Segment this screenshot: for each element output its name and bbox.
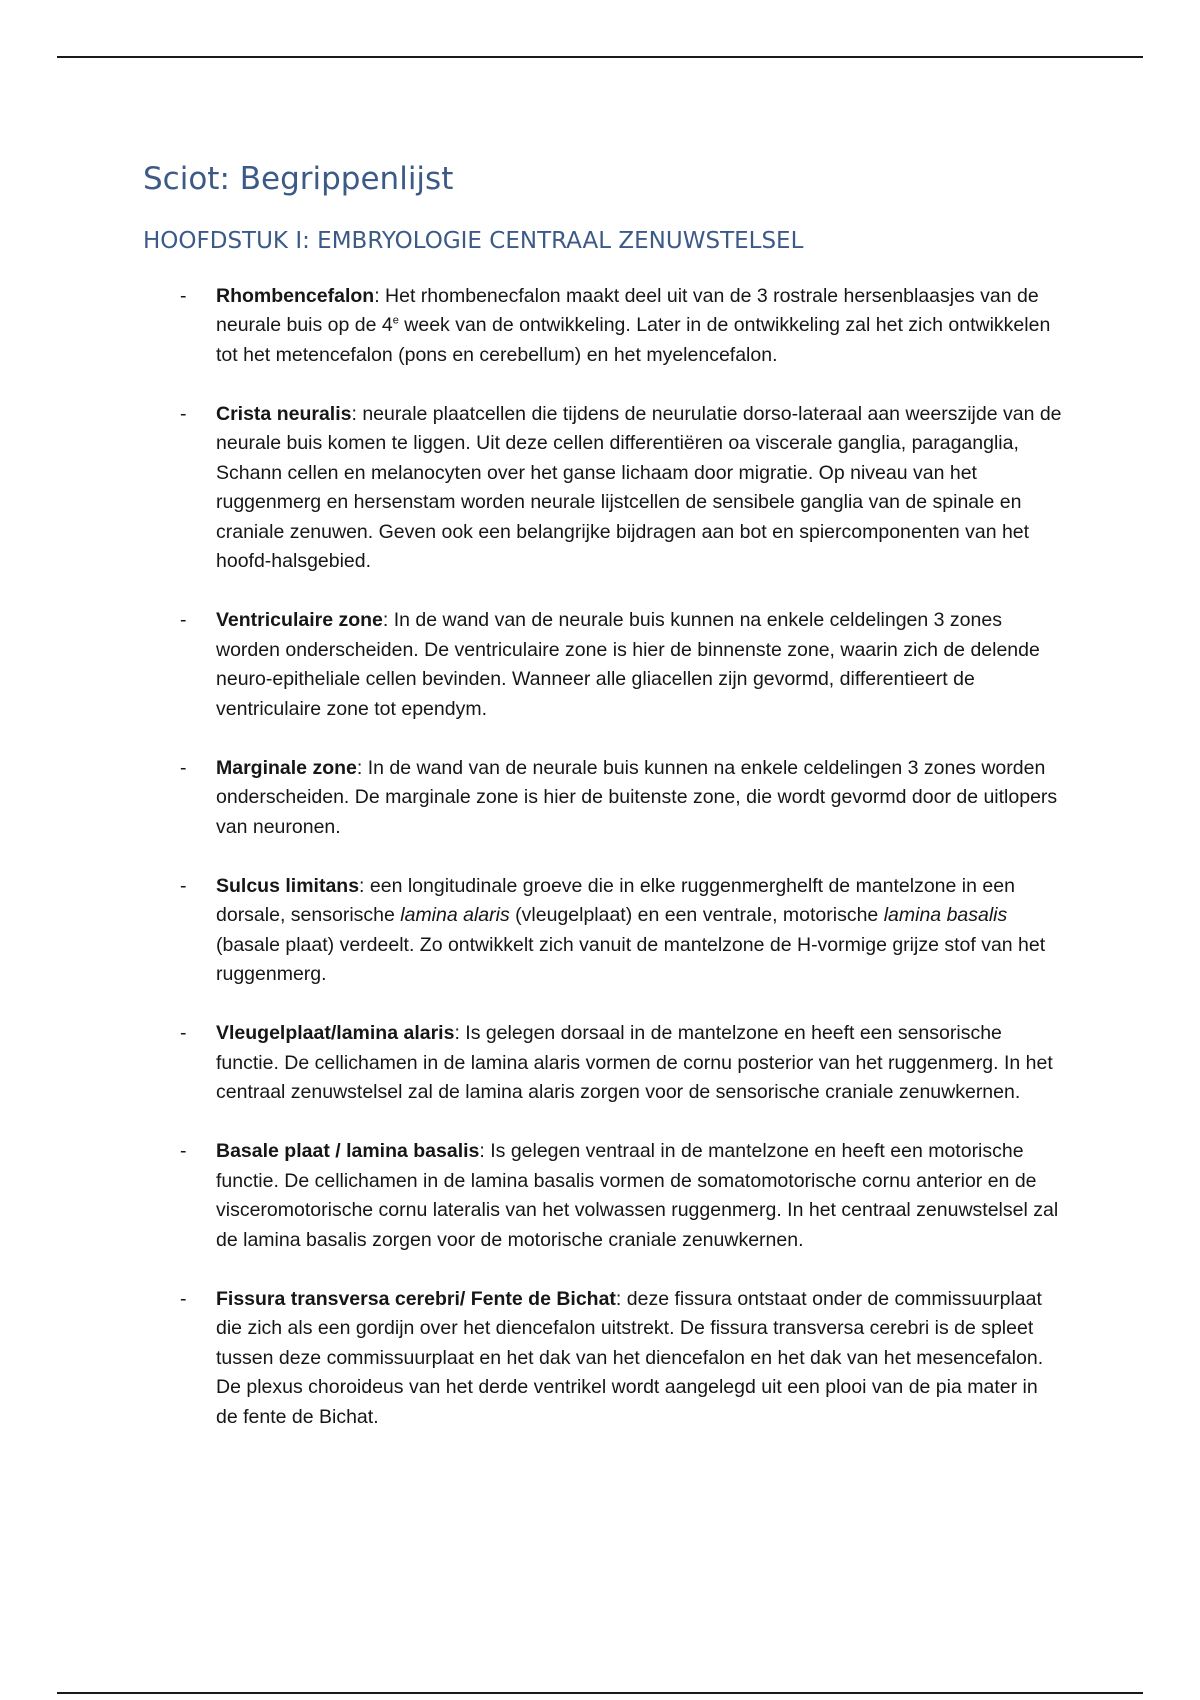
- bullet-dash: -: [180, 609, 187, 631]
- term-separator: :: [356, 756, 368, 779]
- term-definition-cont: (vleugelplaat) en een ventrale, motorische: [509, 904, 884, 926]
- term-separator: :: [374, 284, 386, 307]
- term-separator: :: [615, 1287, 627, 1310]
- superscript-ordinal: e: [392, 314, 399, 327]
- term-definition: In de wand van de neurale buis kunnen na enkele celdelingen 3 zones worden onderscheiden. De marginale zone is hier de buitenste zone, die wordt gevormd door de uitlopers van neuronen.: [216, 756, 1058, 838]
- page-content: [143, 160, 1063, 1462]
- chapter-heading: HOOFDSTUK I: EMBRYOLOGIE CENTRAAL ZENUWSTELSEL: [143, 227, 804, 254]
- list-item: [143, 1285, 1063, 1433]
- list-item: [143, 1019, 1063, 1108]
- footer-rule: [57, 1692, 1143, 1694]
- list-item: [143, 282, 1063, 371]
- bullet-dash: -: [180, 1287, 187, 1310]
- term-separator: :: [454, 1022, 466, 1044]
- list-item: [143, 872, 1063, 990]
- term-name: Vleugelplaat/lamina alaris: [216, 1022, 455, 1044]
- term-name: Crista neuralis: [216, 402, 352, 425]
- term-definition-italic: lamina alaris: [400, 904, 510, 926]
- term-name: Basale plaat / lamina basalis: [216, 1140, 480, 1162]
- term-separator: :: [479, 1140, 491, 1162]
- term-separator: :: [382, 609, 394, 631]
- term-definition: Het rhombenecfalon maakt deel uit van de 3 rostrale hersenblaasjes van de neurale buis op de 4: [216, 284, 1039, 336]
- term-definition-italic: lamina basalis: [883, 904, 1008, 926]
- term-name: Rhombencefalon: [216, 284, 375, 307]
- term-definition: een longitudinale groeve die in elke ruggenmerghelft de mantelzone in een dorsale, sensorische: [216, 874, 1015, 926]
- list-item: [143, 1137, 1063, 1255]
- term-definition: neurale plaatcellen die tijdens de neurulatie dorso-lateraal aan weerszijde van de neurale buis komen te liggen. Uit deze cellen differentiëren oa viscerale ganglia, paraganglia, Schann cellen en melanocyten over het ganse lichaam door migratie. Op niveau van het ruggenmerg en hersenstam worden neurale lijstcellen de sensibele ganglia van de spinale en craniale zenuwen. Geven ook een belangrijke bijdragen aan bot en spiercomponenten van het hoofd-halsgebied.: [216, 402, 1062, 572]
- term-name: Ventriculaire zone: [216, 609, 383, 631]
- bullet-dash: -: [180, 874, 187, 897]
- bullet-dash: -: [180, 756, 187, 779]
- bullet-dash: -: [180, 1022, 187, 1044]
- document-title: Sciot: Begrippenlijst: [143, 161, 454, 197]
- bullet-dash: -: [180, 402, 187, 425]
- term-separator: :: [359, 874, 370, 897]
- term-name: Sulcus limitans: [216, 874, 360, 897]
- term-definition-cont: (basale plaat) verdeelt. Zo ontwikkelt zich vanuit de mantelzone de H-vormige grijze stof van het ruggenmerg.: [216, 933, 1046, 985]
- list-item: [143, 754, 1063, 843]
- term-name: Marginale zone: [216, 756, 357, 779]
- term-list: [143, 282, 1063, 1433]
- term-definition-cont: week van de ontwikkeling. Later in de ontwikkeling zal het zich ontwikkelen tot het metencefalon (pons en cerebellum) en het myelencefalon.: [216, 314, 1051, 366]
- list-item: [143, 606, 1063, 724]
- bullet-dash: -: [180, 284, 187, 307]
- header-rule: [57, 56, 1143, 58]
- bullet-dash: -: [180, 1140, 187, 1162]
- term-name: Fissura transversa cerebri/ Fente de Bichat: [216, 1287, 616, 1310]
- term-definition: Is gelegen dorsaal in de mantelzone en heeft een sensorische functie. De cellichamen in de lamina alaris vormen de cornu posterior van het ruggenmerg. In het centraal zenuwstelsel zal de lamina alaris zorgen voor de sensorische craniale zenuwkernen.: [216, 1022, 1053, 1103]
- term-definition: deze fissura ontstaat onder de commissuurplaat die zich als een gordijn over het diencefalon uitstrekt. De fissura transversa cerebri is de spleet tussen deze commissuurplaat en het dak van het diencefalon en het dak van het mesencefalon. De plexus choroideus van het derde ventrikel wordt aangelegd uit een plooi van de pia mater in de fente de Bichat.: [216, 1287, 1044, 1428]
- term-definition: Is gelegen ventraal in de mantelzone en heeft een motorische functie. De cellichamen in de lamina basalis vormen de somatomotorische cornu anterior en de visceromotorische cornu lateralis van het volwassen ruggenmerg. In het centraal zenuwstelsel zal de lamina basalis zorgen voor de motorische craniale zenuwkernen.: [216, 1140, 1059, 1251]
- term-definition: In de wand van de neurale buis kunnen na enkele celdelingen 3 zones worden onderscheiden. De ventriculaire zone is hier de binnenste zone, waarin zich de delende neuro-epitheliale cellen bevinden. Wanneer alle gliacellen zijn gevormd, differentieert de ventriculaire zone tot ependym.: [216, 609, 1040, 720]
- term-separator: :: [351, 402, 363, 425]
- list-item: [143, 400, 1063, 577]
